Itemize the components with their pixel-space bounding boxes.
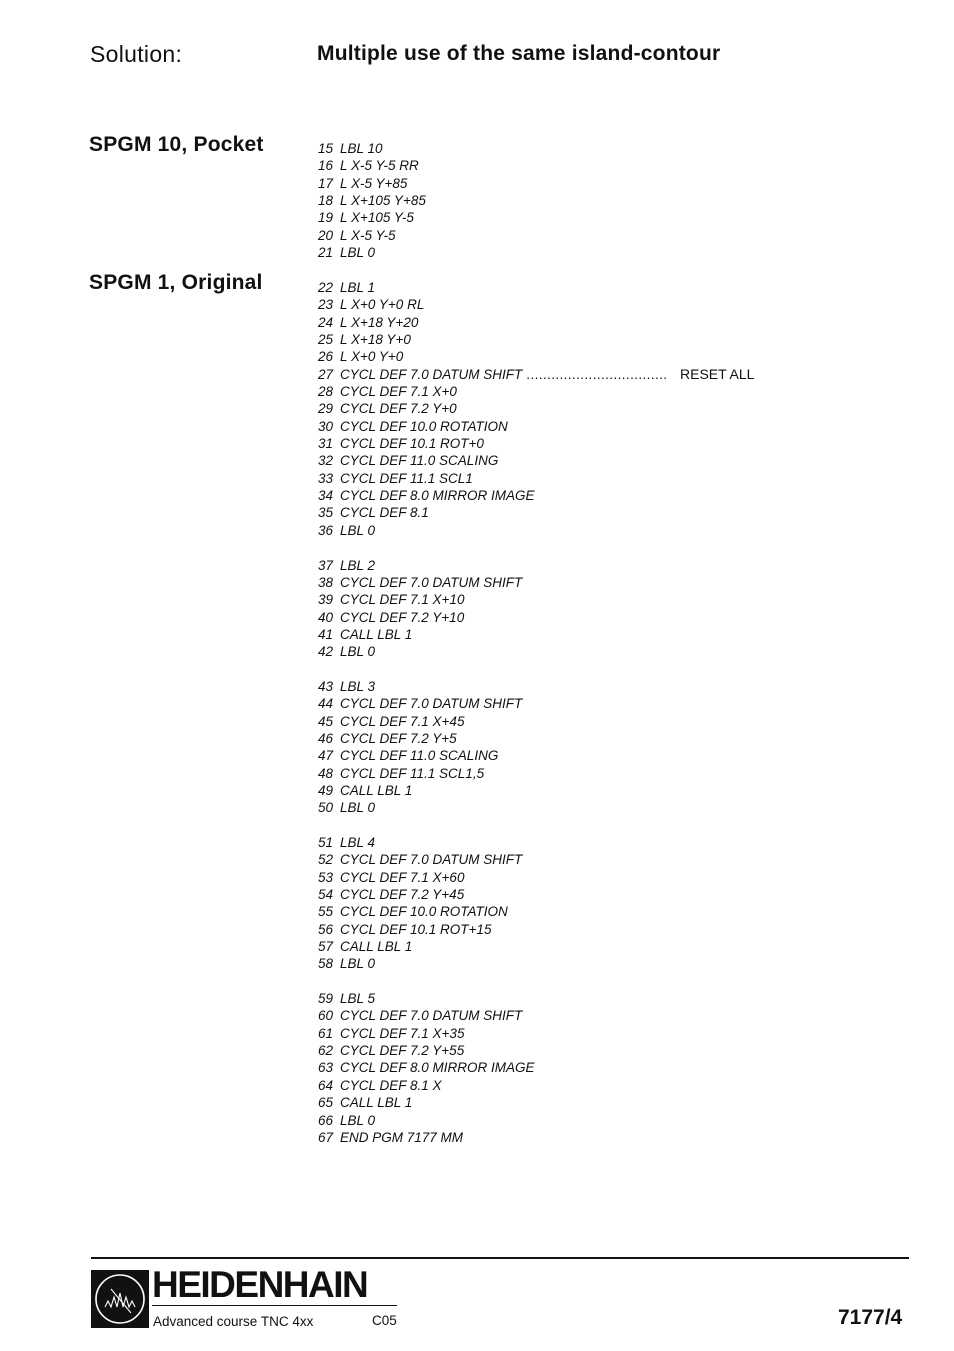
line-number: 31 [318,436,334,452]
program-line [318,990,778,1007]
program-line [318,799,778,816]
line-code: CYCL DEF 8.0 MIRROR IMAGE [340,1060,535,1076]
line-code: L X+0 Y+0 RL [340,297,425,313]
line-code: LBL 4 [340,835,376,850]
program-line [318,609,778,626]
line-code: LBL 0 [340,956,376,972]
solution-label: Solution: [90,41,183,67]
line-number: 32 [318,453,334,469]
program-line [318,418,778,435]
program-line [318,227,778,244]
line-code: CYCL DEF 7.1 X+0 [340,384,457,400]
section-heading-pocket: SPGM 10, Pocket [89,133,264,156]
program-line [318,504,778,521]
line-code: CYCL DEF 11.0 SCALING [340,748,499,764]
line-number: 38 [318,574,334,590]
line-number: 24 [318,314,334,330]
line-number: 59 [318,991,334,1007]
line-number: 19 [318,210,334,226]
program-line [318,869,778,886]
line-number: 61 [318,1025,334,1041]
line-code: CALL LBL 1 [340,1095,413,1111]
leader-dots: .................................. [526,366,668,382]
line-number: 28 [318,384,334,400]
line-code: CYCL DEF 11.0 SCALING [340,453,499,469]
line-number: 44 [318,696,334,712]
line-code: CYCL DEF 10.0 ROTATION [340,904,508,920]
line-code: CYCL DEF 7.1 X+35 [340,1025,465,1041]
line-code: L X+105 Y+85 [340,193,426,209]
program-line [318,157,778,174]
line-number: 66 [318,1112,334,1128]
program-line [318,747,778,764]
program-line [318,1112,778,1129]
pocket-program-block [318,140,778,261]
program-line [318,695,778,712]
line-number: 41 [318,626,334,642]
line-code: LBL 3 [340,678,376,694]
line-code: CYCL DEF 7.0 DATUM SHIFT [340,574,523,590]
line-code: CYCL DEF 7.0 DATUM SHIFT [340,1008,523,1024]
line-code: CYCL DEF 8.1 [340,505,429,521]
line-number: 52 [318,852,334,868]
line-number: 35 [318,505,334,521]
line-code: END PGM 7177 MM [340,1129,464,1145]
line-number: 65 [318,1095,334,1111]
program-line [318,591,778,608]
line-code: CYCL DEF 7.1 X+10 [340,592,465,608]
line-number: 20 [318,227,334,243]
line-code: L X+105 Y-5 [340,210,414,226]
line-code: LBL 0 [340,1112,376,1128]
page-number: 7177/4 [838,1306,903,1329]
line-code: LBL 5 [340,991,376,1007]
blank-line [318,661,778,678]
line-number: 56 [318,921,334,937]
line-number: 34 [318,488,334,504]
page-title: Multiple use of the same island-contour [317,42,721,65]
original-program-block [318,279,778,1146]
line-number: 33 [318,470,334,486]
line-number: 53 [318,869,334,885]
program-line [318,366,778,383]
line-number: 25 [318,332,334,348]
line-code: CYCL DEF 10.1 ROT+15 [340,921,492,937]
program-line [318,314,778,331]
program-line [318,140,778,157]
program-line [318,765,778,782]
line-number: 64 [318,1077,334,1093]
line-number: 42 [318,644,334,660]
line-code: CALL LBL 1 [340,939,413,955]
line-number: 63 [318,1060,334,1076]
line-code: LBL 0 [340,522,376,538]
line-code: L X-5 Y-5 RR [340,158,419,174]
line-code: CALL LBL 1 [340,626,413,642]
line-code: CYCL DEF 10.1 ROT+0 [340,436,484,452]
program-line [318,1059,778,1076]
line-code: CYCL DEF 8.0 MIRROR IMAGE [340,488,535,504]
line-number: 18 [318,193,334,209]
program-line [318,574,778,591]
line-number: 60 [318,1008,334,1024]
section-heading-original: SPGM 1, Original [89,271,263,294]
footer-rule [91,1257,909,1259]
program-line [318,713,778,730]
program-line [318,452,778,469]
program-line [318,782,778,799]
line-note: RESET ALL [680,365,755,382]
line-number: 67 [318,1129,334,1145]
program-line [318,1007,778,1024]
line-code: CYCL DEF 8.1 X [340,1077,442,1093]
line-code: LBL 1 [340,280,376,295]
line-number: 54 [318,887,334,903]
program-line [318,435,778,452]
heidenhain-logo [91,1270,149,1328]
blank-line [318,539,778,556]
line-number: 15 [318,141,334,156]
program-line [318,678,778,695]
program-line [318,348,778,365]
line-number: 49 [318,782,334,798]
program-line [318,730,778,747]
line-number: 16 [318,158,334,174]
line-number: 22 [318,280,334,295]
line-code: LBL 0 [340,245,376,261]
program-line [318,279,778,296]
line-number: 29 [318,401,334,417]
course-code: C05 [372,1313,397,1328]
program-line [318,626,778,643]
program-line [318,296,778,313]
line-number: 50 [318,800,334,816]
line-code: CYCL DEF 11.1 SCL1 [340,470,473,486]
program-line [318,1025,778,1042]
line-number: 51 [318,835,334,850]
program-line [318,175,778,192]
program-line [318,209,778,226]
line-number: 46 [318,730,334,746]
program-line [318,886,778,903]
line-code: CYCL DEF 7.0 DATUM SHIFT [340,852,523,868]
program-line [318,851,778,868]
line-code: LBL 0 [340,800,376,816]
line-number: 21 [318,245,334,261]
blank-line [318,817,778,834]
line-number: 45 [318,713,334,729]
program-line [318,244,778,261]
line-code: CALL LBL 1 [340,782,413,798]
line-number: 62 [318,1043,334,1059]
line-code: CYCL DEF 7.2 Y+5 [340,730,457,746]
program-line [318,487,778,504]
line-code: CYCL DEF 7.2 Y+0 [340,401,457,417]
line-number: 17 [318,175,334,191]
line-code: CYCL DEF 7.0 DATUM SHIFT [340,366,523,382]
line-code: CYCL DEF 7.1 X+60 [340,869,465,885]
line-code: CYCL DEF 7.0 DATUM SHIFT [340,696,523,712]
program-line [318,1042,778,1059]
line-code: LBL 2 [340,557,376,573]
line-code: CYCL DEF 7.2 Y+10 [340,609,465,625]
line-code: CYCL DEF 7.2 Y+45 [340,887,465,903]
line-number: 55 [318,904,334,920]
line-code: CYCL DEF 7.1 X+45 [340,713,465,729]
program-line [318,470,778,487]
program-line [318,331,778,348]
line-number: 26 [318,349,334,365]
line-number: 43 [318,678,334,694]
line-code: LBL 0 [340,644,376,660]
line-code: CYCL DEF 7.2 Y+55 [340,1043,465,1059]
brand-underline [152,1305,397,1306]
line-code: L X+18 Y+20 [340,314,419,330]
program-line [318,383,778,400]
program-line [318,643,778,660]
line-code: LBL 10 [340,141,383,156]
line-number: 48 [318,765,334,781]
program-line [318,955,778,972]
line-code: L X-5 Y-5 [340,227,396,243]
line-number: 40 [318,609,334,625]
program-line [318,522,778,539]
program-line [318,1094,778,1111]
line-number: 47 [318,748,334,764]
line-code: CYCL DEF 11.1 SCL1,5 [340,765,485,781]
course-name: Advanced course TNC 4xx [153,1314,314,1329]
line-code: L X-5 Y+85 [340,175,408,191]
program-line [318,1077,778,1094]
line-number: 58 [318,956,334,972]
line-number: 39 [318,592,334,608]
program-line [318,557,778,574]
program-line [318,1129,778,1146]
program-line [318,903,778,920]
brand-name: HEIDENHAIN [152,1264,368,1305]
program-line [318,938,778,955]
program-line [318,921,778,938]
line-number: 23 [318,297,334,313]
program-line [318,192,778,209]
line-number: 30 [318,418,334,434]
program-line [318,834,778,851]
line-code: CYCL DEF 10.0 ROTATION [340,418,508,434]
line-number: 57 [318,939,334,955]
line-number: 27 [318,366,334,382]
program-line [318,400,778,417]
line-number: 37 [318,557,334,573]
line-number: 36 [318,522,334,538]
blank-line [318,973,778,990]
line-code: L X+18 Y+0 [340,332,411,348]
line-code: L X+0 Y+0 [340,349,404,365]
